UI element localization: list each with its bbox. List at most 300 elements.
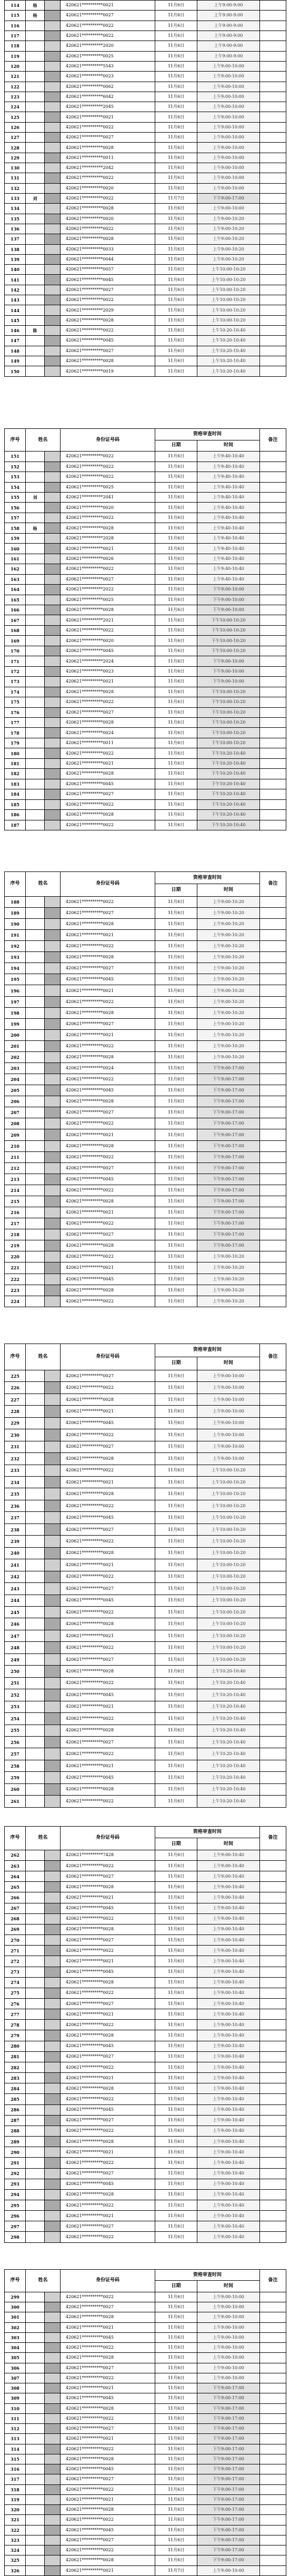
table-row [5, 1051, 286, 1063]
row-note [260, 1523, 286, 1535]
name-redaction [45, 503, 61, 513]
row-name [26, 799, 45, 809]
row-time: 上午9:00-10:20 [197, 1029, 260, 1040]
row-id-number: 420621**********0021 [61, 1, 155, 11]
name-redaction [45, 1547, 61, 1559]
table-row [5, 1500, 286, 1511]
row-name [26, 82, 45, 92]
row-time: 下午10:00-10:20 [197, 728, 260, 738]
row-time: 上午9:00-10:40 [197, 1903, 260, 1913]
row-id-number: 420621**********0045 [61, 1772, 155, 1783]
row-id-number: 420621**********0021 [61, 1892, 155, 1903]
name-redaction [45, 51, 61, 61]
name-redaction [45, 820, 61, 830]
row-note [260, 2413, 286, 2423]
name-redaction [45, 1512, 61, 1523]
name-redaction [45, 2464, 61, 2474]
name-redaction [45, 204, 61, 214]
name-redaction [45, 224, 61, 234]
table-row [5, 996, 286, 1007]
row-note [260, 1118, 286, 1129]
row-name [26, 1018, 45, 1029]
name-redaction [45, 1296, 61, 1307]
name-redaction [45, 1174, 61, 1185]
row-time: 上午9:40-10:40 [197, 574, 260, 584]
row-time: 下午9:00-10:00 [197, 585, 260, 595]
header-group: 资格审查时间 [155, 872, 260, 884]
name-redaction [45, 1488, 61, 1500]
row-date: 11月6日 [155, 1151, 197, 1162]
row-time: 上午9:00-10:40 [197, 2051, 260, 2062]
row-date: 11月6日 [155, 707, 197, 717]
row-index: 194 [5, 963, 26, 974]
header-group: 资格审查时间 [155, 1344, 260, 1357]
name-redaction [45, 1229, 61, 1240]
row-note [260, 2403, 286, 2413]
table-row [5, 1476, 286, 1488]
row-note [260, 1860, 286, 1871]
row-id-number: 420621**********0045 [61, 2332, 155, 2342]
name-redaction [45, 366, 61, 377]
table-row [5, 143, 286, 153]
row-index: 200 [5, 1029, 26, 1040]
row-time: 上午9:00-10:20 [197, 224, 260, 234]
row-id-number: 420621**********0028 [61, 2189, 155, 2200]
row-date: 11月6日 [155, 1860, 197, 1871]
row-time: 上午9:40-10:40 [197, 554, 260, 564]
row-index: 145 [5, 315, 26, 325]
row-note [260, 1262, 286, 1274]
table-row [5, 61, 286, 71]
row-id-number: 420621**********0028 [61, 1547, 155, 1559]
row-name [26, 1583, 45, 1595]
name-redaction [45, 1713, 61, 1725]
row-id-number: 420621**********0062 [61, 82, 155, 92]
row-name [26, 687, 45, 697]
row-note [260, 234, 286, 244]
header-index: 序号 [5, 2270, 26, 2292]
table-row [5, 1748, 286, 1760]
row-id-number: 420621**********0022 [61, 1074, 155, 1085]
table-row [5, 336, 286, 346]
row-time: 上午9:00-10:40 [197, 1871, 260, 1882]
row-time: 下午10:00-10:20 [197, 707, 260, 717]
table-row [5, 112, 286, 122]
row-id-number: 420621**********0045 [61, 1512, 155, 1523]
row-time: 下午9:00-17:00 [197, 2505, 260, 2515]
row-id-number: 420621**********0045 [61, 1689, 155, 1701]
row-id-number: 420621**********0024 [61, 728, 155, 738]
row-time: 上午9:00-10:20 [197, 1262, 260, 1274]
row-name [26, 779, 45, 789]
row-id-number: 420621**********0011 [61, 153, 155, 163]
header-note: 备注 [260, 1344, 286, 1370]
row-index: 179 [5, 738, 26, 748]
row-name [26, 1274, 45, 1285]
name-redaction [45, 1772, 61, 1783]
row-date: 11月6日 [155, 907, 197, 918]
table-row [5, 2051, 286, 2062]
row-id-number: 420621**********0020 [61, 636, 155, 646]
row-date: 11月6日 [155, 295, 197, 305]
row-index: 143 [5, 295, 26, 305]
name-redaction [45, 728, 61, 738]
row-index: 267 [5, 1903, 26, 1913]
row-index: 115 [5, 11, 26, 21]
row-name [26, 122, 45, 132]
row-date: 11月6日 [155, 758, 197, 768]
row-note [260, 1185, 286, 1196]
row-time: 上午9:00-10:20 [197, 1007, 260, 1018]
row-index: 161 [5, 554, 26, 564]
row-note [260, 1666, 286, 1677]
row-name: 刘 [26, 193, 45, 203]
name-redaction [45, 1417, 61, 1429]
row-note [260, 666, 286, 676]
row-name [26, 336, 45, 346]
row-time: 上午9:40-10:40 [197, 544, 260, 554]
table-row [5, 31, 286, 41]
table-row [5, 2484, 286, 2494]
name-redaction [45, 769, 61, 779]
row-date: 11月6日 [155, 1040, 197, 1051]
row-index: 289 [5, 2137, 26, 2147]
row-time: 上午9:00-10:40 [197, 2009, 260, 2020]
name-redaction [45, 1913, 61, 1924]
row-note [260, 1967, 286, 1977]
table-row [5, 985, 286, 996]
row-name [26, 472, 45, 482]
row-date: 11月6日 [155, 21, 197, 31]
row-date: 11月6日 [155, 61, 197, 71]
row-index: 316 [5, 2464, 26, 2474]
name-redaction [45, 2444, 61, 2454]
row-name [26, 51, 45, 61]
row-id-number: 420621**********0022 [61, 896, 155, 907]
row-note [260, 2565, 286, 2575]
row-time: 上午9:00-10:00 [197, 1453, 260, 1465]
row-name [26, 2115, 45, 2126]
table-row [5, 1240, 286, 1251]
row-date: 11月6日 [155, 1185, 197, 1196]
header-group: 资格审查时间 [155, 1827, 260, 1838]
name-redaction [45, 1051, 61, 1063]
row-id-number: 420621**********0022 [61, 1606, 155, 1618]
row-note [260, 1642, 286, 1653]
row-date: 11月6日 [155, 1029, 197, 1040]
row-note [260, 769, 286, 779]
row-note [260, 336, 286, 346]
table-row [5, 1559, 286, 1571]
row-name [26, 2535, 45, 2545]
row-time: 下午9:00-17:00 [197, 1129, 260, 1140]
row-id-number: 420621**********0021 [61, 2009, 155, 2020]
name-redaction [45, 810, 61, 820]
name-redaction [45, 789, 61, 799]
row-note [260, 61, 286, 71]
row-note [260, 2083, 286, 2094]
row-index: 312 [5, 2424, 26, 2434]
row-id-number: 420621**********0021 [61, 1262, 155, 1274]
row-index: 158 [5, 523, 26, 533]
table-row [5, 1967, 286, 1977]
table-row [5, 1074, 286, 1085]
table-row [5, 275, 286, 285]
row-index: 285 [5, 2094, 26, 2104]
name-redaction [45, 941, 61, 952]
row-date: 11月6日 [155, 51, 197, 61]
row-note [260, 163, 286, 173]
row-id-number: 420621**********0021 [61, 930, 155, 941]
name-redaction [45, 1129, 61, 1140]
row-id-number: 420621**********0021 [61, 2434, 155, 2444]
row-id-number: 420621**********0022 [61, 820, 155, 830]
row-id-number: 420621**********0045 [61, 2525, 155, 2535]
row-name [26, 2505, 45, 2515]
row-name [26, 941, 45, 952]
row-date: 11月6日 [155, 2505, 197, 2515]
name-redaction [45, 31, 61, 41]
table-row [5, 1618, 286, 1630]
row-id-number: 420621**********0027 [61, 285, 155, 295]
row-time: 上午9:00-10:40 [197, 2137, 260, 2147]
table-row [5, 305, 286, 315]
row-index: 127 [5, 133, 26, 143]
name-redaction [45, 1107, 61, 1118]
row-name [26, 1725, 45, 1736]
row-index: 130 [5, 163, 26, 173]
row-note [260, 305, 286, 315]
row-name [26, 952, 45, 963]
row-name [26, 482, 45, 492]
row-note [260, 2062, 286, 2072]
row-id-number: 420621**********0028 [61, 1051, 155, 1063]
table-row [5, 2009, 286, 2020]
row-date: 11月6日 [155, 1370, 197, 1381]
row-note [260, 2115, 286, 2126]
row-id-number: 420621**********0021 [61, 2565, 155, 2575]
row-name [26, 2312, 45, 2322]
row-time: 下午10:20-10:40 [197, 820, 260, 830]
row-date: 11月6日 [155, 1476, 197, 1488]
name-redaction [45, 193, 61, 203]
row-date: 11月6日 [155, 2030, 197, 2041]
name-redaction [45, 646, 61, 656]
name-redaction [45, 2474, 61, 2484]
table-row [5, 503, 286, 513]
row-index: 277 [5, 2009, 26, 2020]
row-name [26, 574, 45, 584]
row-id-number: 420621**********0022 [61, 1218, 155, 1229]
row-date: 11月6日 [155, 254, 197, 264]
row-name [26, 2292, 45, 2302]
row-index: 262 [5, 1850, 26, 1860]
table-row [5, 1285, 286, 1296]
row-id-number: 420621**********0033 [61, 244, 155, 254]
row-time: 上午9:00-10:40 [197, 2168, 260, 2179]
row-name [26, 1736, 45, 1748]
table-row [5, 1860, 286, 1871]
name-redaction [45, 1536, 61, 1547]
row-name [26, 1107, 45, 1118]
name-redaction [45, 1018, 61, 1029]
table-row [5, 646, 286, 656]
row-name [26, 2474, 45, 2484]
row-date: 11月6日 [155, 1129, 197, 1140]
row-id-number: 420621**********0028 [61, 2555, 155, 2565]
row-name [26, 2494, 45, 2504]
table-row [5, 687, 286, 697]
table-row [5, 1129, 286, 1140]
row-date: 11月6日 [155, 930, 197, 941]
table-row [5, 2565, 286, 2575]
row-time: 下午10:00-10:20 [197, 615, 260, 625]
sheet-page-1 [4, 0, 286, 377]
table-row [5, 595, 286, 605]
row-index: 294 [5, 2189, 26, 2200]
row-id-number: 420621**********0027 [61, 1871, 155, 1882]
header-date: 日期 [155, 2281, 197, 2292]
row-index: 268 [5, 1913, 26, 1924]
row-name [26, 234, 45, 244]
table-row [5, 2030, 286, 2041]
table-row [5, 82, 286, 92]
row-date: 11月6日 [155, 2009, 197, 2020]
header-id: 身份证号码 [61, 872, 155, 897]
row-name [26, 2051, 45, 2062]
row-index: 308 [5, 2383, 26, 2393]
table-row [5, 1107, 286, 1118]
name-redaction [45, 544, 61, 554]
row-index: 119 [5, 51, 26, 61]
name-redaction [45, 2083, 61, 2094]
row-name [26, 163, 45, 173]
row-note [260, 941, 286, 952]
row-date: 11月6日 [155, 718, 197, 728]
row-id-number: 420621**********0028 [61, 2353, 155, 2363]
row-time: 上午9:00-10:40 [197, 2211, 260, 2221]
row-date: 11月6日 [155, 697, 197, 707]
row-date: 11月6日 [155, 1085, 197, 1096]
row-note [260, 1772, 286, 1783]
row-date: 11月6日 [155, 336, 197, 346]
name-redaction [45, 1967, 61, 1977]
row-note [260, 254, 286, 264]
row-time: 下午10:20-10:40 [197, 789, 260, 799]
row-date: 11月6日 [155, 1465, 197, 1476]
name-redaction [45, 963, 61, 974]
row-time: 上午9:00-10:40 [197, 2200, 260, 2210]
name-redaction [45, 72, 61, 82]
name-redaction [45, 2424, 61, 2434]
table-row [5, 493, 286, 503]
row-date: 11月6日 [155, 820, 197, 830]
row-id-number: 420621**********0024 [61, 1063, 155, 1074]
row-note [260, 974, 286, 985]
table-row [5, 2083, 286, 2094]
table-row [5, 102, 286, 112]
row-name [26, 2179, 45, 2189]
row-note [260, 820, 286, 830]
header-date: 日期 [155, 1838, 197, 1850]
row-name [26, 31, 45, 41]
row-date: 11月6日 [155, 952, 197, 963]
table-row [5, 1701, 286, 1712]
row-index: 244 [5, 1595, 26, 1606]
row-date: 11月6日 [155, 1871, 197, 1882]
row-id-number: 420621**********0028 [61, 1240, 155, 1251]
table-row [5, 1512, 286, 1523]
row-time: 上午9:00-10:40 [197, 1935, 260, 1946]
row-name [26, 285, 45, 295]
row-id-number: 420621**********0027 [61, 1229, 155, 1240]
row-name [26, 1653, 45, 1665]
table-row [5, 941, 286, 952]
row-index: 239 [5, 1536, 26, 1547]
row-index: 238 [5, 1523, 26, 1535]
sheet-page-2 [4, 428, 286, 830]
name-redaction [45, 2179, 61, 2189]
header-name: 姓名 [26, 872, 61, 897]
row-index: 155 [5, 493, 26, 503]
row-date: 11月6日 [155, 1946, 197, 1956]
row-name [26, 2332, 45, 2342]
row-date: 11月6日 [155, 204, 197, 214]
header-index: 序号 [5, 1344, 26, 1370]
row-name [26, 1713, 45, 1725]
row-id-number: 420621**********0044 [61, 254, 155, 264]
row-name [26, 1523, 45, 1535]
row-index: 255 [5, 1725, 26, 1736]
row-date: 11月6日 [155, 1512, 197, 1523]
row-name [26, 275, 45, 285]
row-note [260, 625, 286, 635]
row-time: 上午9:00-10:40 [197, 1977, 260, 1988]
name-redaction [45, 92, 61, 102]
table-row [5, 2200, 286, 2210]
row-time: 下午10:20-10:40 [197, 779, 260, 789]
table-row [5, 315, 286, 325]
row-note [260, 677, 286, 687]
row-name [26, 2211, 45, 2221]
row-id-number: 420621**********0022 [61, 513, 155, 523]
header-id: 身份证号码 [61, 1827, 155, 1850]
row-id-number: 420621**********0022 [61, 295, 155, 305]
row-date: 11月6日 [155, 1406, 197, 1417]
row-id-number: 420621**********0022 [61, 2292, 155, 2302]
row-date: 11月6日 [155, 533, 197, 543]
row-id-number: 420621**********0020 [61, 503, 155, 513]
row-time: 上午10:00-10:20 [197, 1476, 260, 1488]
row-note [260, 2147, 286, 2158]
row-time: 上午9:00-10:40 [197, 2104, 260, 2115]
row-time: 下午10:00-10:20 [197, 718, 260, 728]
row-time: 上午9:00-10:40 [197, 1882, 260, 1892]
table-row [5, 1040, 286, 1051]
name-redaction [45, 930, 61, 941]
row-name [26, 718, 45, 728]
row-date: 11月6日 [155, 574, 197, 584]
row-date: 11月6日 [155, 605, 197, 615]
row-name [26, 2147, 45, 2158]
row-id-number: 420621**********0027 [61, 1370, 155, 1381]
header-row [5, 2270, 286, 2281]
row-id-number: 420621**********0022 [61, 2515, 155, 2525]
row-name [26, 1677, 45, 1689]
row-index: 215 [5, 1196, 26, 1207]
table-row [5, 1151, 286, 1162]
table-row [5, 1689, 286, 1701]
